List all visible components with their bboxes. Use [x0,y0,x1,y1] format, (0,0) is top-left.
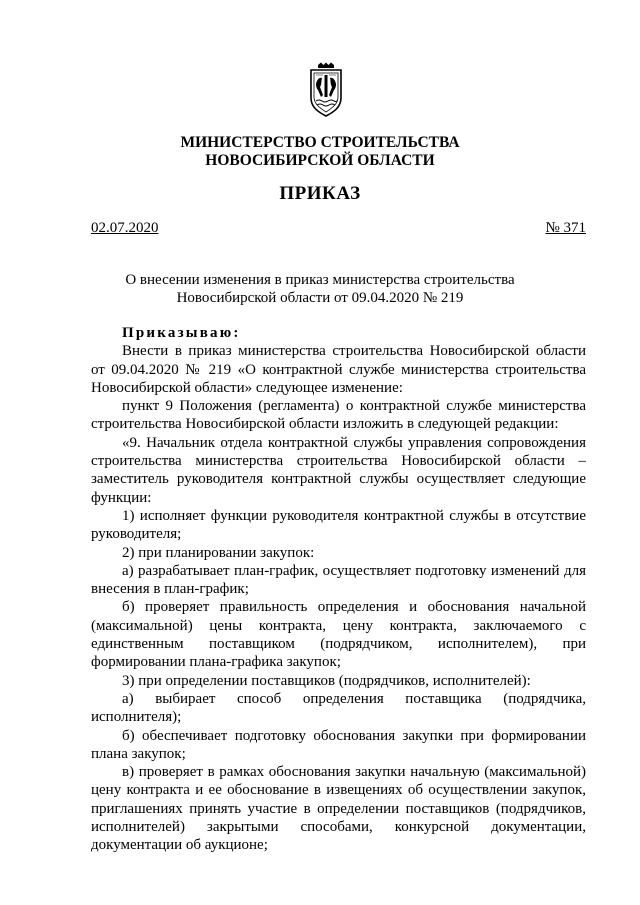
ministry-name-line2: НОВОСИБИРСКОЙ ОБЛАСТИ [205,152,435,169]
document-body [91,324,586,855]
order-word: Приказываю: [122,325,241,341]
subject-line2: Новосибирской области от 09.04.2020 № 219 [176,290,464,306]
subject-line1: О внесении изменения в приказ министерства строительства [125,272,515,288]
body-paragraph: «9. Начальник отдела контрактной службы управления сопровождения строительства министерства строительства Новосибирской области – заместитель руководителя контрактной службы осуществляет следующие функции: [91,434,586,506]
body-paragraph: 2) при планировании закупок: [122,544,315,561]
body-paragraph: Внести в приказ министерства строительства Новосибирской области от 09.04.2020 № 219 «О контрактной службе министерства строительства Новосибирской области» следующее изменение: [91,343,586,396]
body-paragraph: а) выбирает способ определения поставщика (подрядчика, исполнителя); [91,690,586,726]
document-number: № 371 [545,220,586,236]
document-type: ПРИКАЗ [279,183,361,204]
body-paragraph: пункт 9 Положения (регламента) о контрактной службе министерства строительства Новосибирской области изложить в следующей редакции: [91,398,586,433]
body-paragraph: б) проверяет правильность определения и обоснования начальной (максимальной) цены контракта, цену контракта, заключаемого с единственным поставщиком (подрядчиком, исполнителем), при формировании плана-графика закупок; [91,599,586,671]
ministry-name-line1: МИНИСТЕРСТВО СТРОИТЕЛЬСТВА [180,134,460,151]
body-paragraph: 3) при определении поставщиков (подрядчиков, исполнителей): [122,672,531,689]
body-paragraph: а) разрабатывает план-график, осуществляет подготовку изменений для внесения в план-график; [91,562,586,598]
body-paragraph: 1) исполняет функции руководителя контрактной службы в отсутствие руководителя; [91,507,586,543]
document-date: 02.07.2020 [91,220,159,236]
body-paragraph: б) обеспечивает подготовку обоснования закупки при формировании плана закупок; [91,727,586,762]
coat-of-arms-icon [304,62,348,118]
body-paragraph: в) проверяет в рамках обоснования закупки начальную (максимальной) цену контракта и ее обоснование в извещениях об осуществлении закупок, приглашениях принять участие в определении поставщиков (подрядчиков, исполнителей) закрытыми способами, конкурсной документации, документации об аукционе; [91,764,586,854]
